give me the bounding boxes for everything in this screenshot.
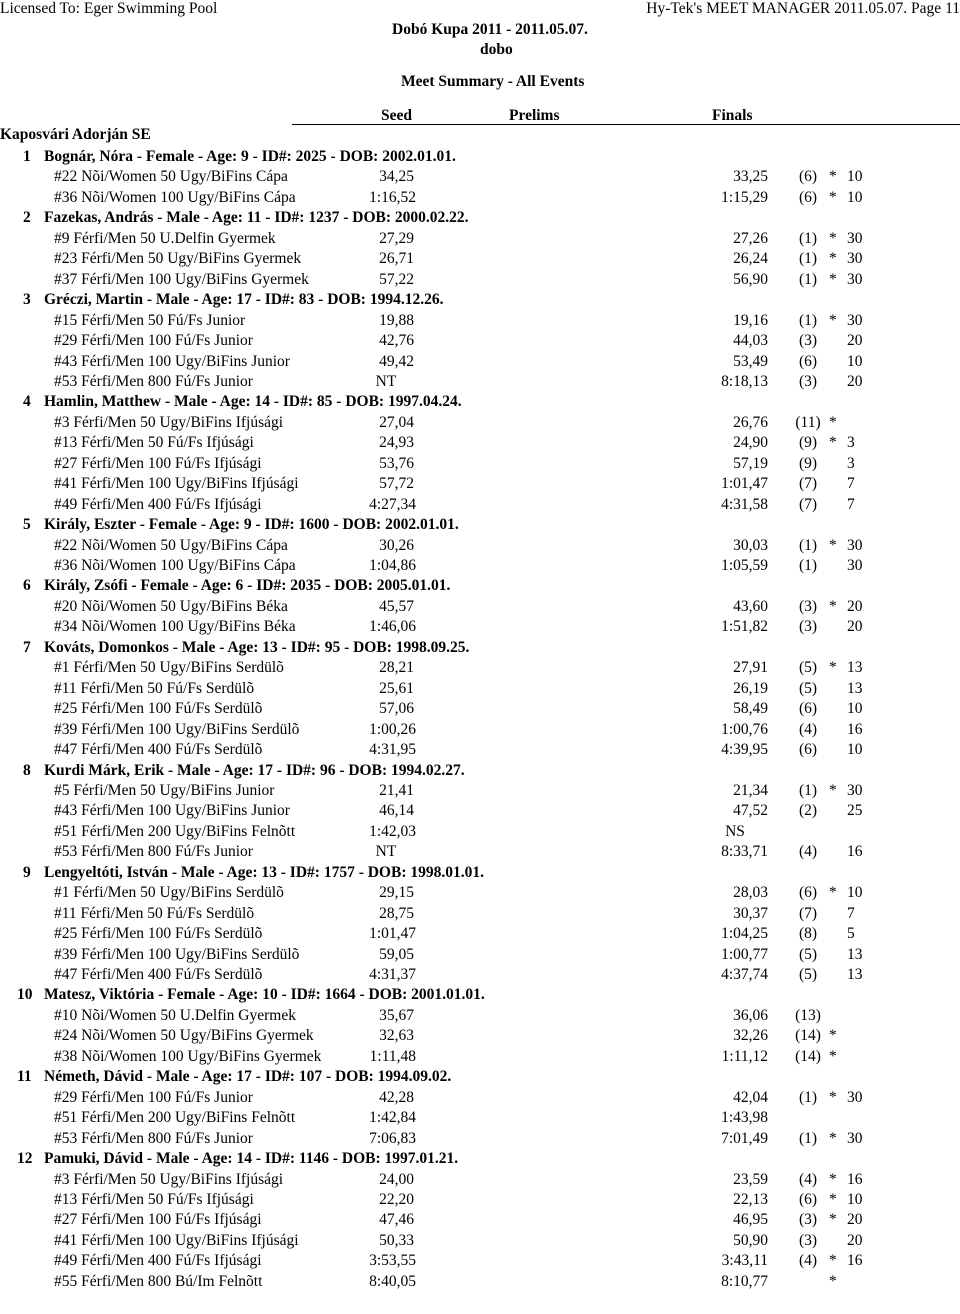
points: 30 (847, 1089, 863, 1106)
qualifier-star: * (829, 1027, 837, 1044)
final-place: (8) (798, 925, 818, 942)
seed-time: 29,15 (379, 884, 414, 901)
final-time: 58,49 (733, 700, 768, 717)
final-time: 1:00,76 (721, 721, 768, 738)
qualifier-star: * (829, 1048, 837, 1065)
final-place: (1) (798, 557, 818, 574)
final-place: (13) (795, 1007, 821, 1024)
swimmer-header (17, 1068, 451, 1086)
final-place: (6) (798, 189, 818, 206)
seed-time: 8:40,05 (369, 1273, 416, 1290)
swimmer-info: Hamlin, Matthew - Male - Age: 14 - ID#: 85 - DOB: 1997.04.24. (44, 393, 462, 410)
qualifier-star: * (829, 271, 837, 288)
swimmer-header (23, 864, 484, 882)
points: 20 (847, 1232, 863, 1249)
final-time: 43,60 (733, 598, 768, 615)
qualifier-star: * (829, 782, 837, 799)
final-time: 1:51,82 (721, 618, 768, 635)
final-place: (1) (798, 271, 818, 288)
final-time: 1:05,59 (721, 557, 768, 574)
final-time: 1:43,98 (721, 1109, 768, 1126)
points: 30 (847, 782, 863, 799)
event-name: #41 Férfi/Men 100 Ugy/BiFins Ifjúsági (54, 1232, 299, 1249)
final-place: (4) (798, 1252, 818, 1269)
final-place: (9) (798, 455, 818, 472)
final-time: 26,24 (733, 250, 768, 267)
qualifier-star: * (829, 598, 837, 615)
points: 16 (847, 1171, 863, 1188)
seed-time: 4:27,34 (369, 496, 416, 513)
final-time: 27,91 (733, 659, 768, 676)
seed-time: 57,22 (379, 271, 414, 288)
points: 7 (847, 496, 855, 513)
final-time: 46,95 (733, 1211, 768, 1228)
seed-time: 26,71 (379, 250, 414, 267)
swimmer-number: 10 (17, 986, 33, 1003)
swimmer-number: 4 (23, 393, 31, 410)
final-place: (1) (798, 782, 818, 799)
seed-time: 28,21 (379, 659, 414, 676)
points: 5 (847, 925, 855, 942)
swimmer-info: Bognár, Nóra - Female - Age: 9 - ID#: 2025 - DOB: 2002.01.01. (44, 148, 456, 165)
points: 10 (847, 700, 863, 717)
seed-time: 1:11,48 (369, 1048, 416, 1065)
qualifier-star: * (829, 1171, 837, 1188)
seed-time: 1:42,03 (369, 823, 416, 840)
points: 10 (847, 168, 863, 185)
seed-time: 57,06 (379, 700, 414, 717)
points: 13 (847, 966, 863, 983)
final-place: (14) (795, 1027, 821, 1044)
points: 20 (847, 332, 863, 349)
event-name: #47 Férfi/Men 400 Fú/Fs Serdülõ (54, 741, 263, 758)
points: 20 (847, 618, 863, 635)
final-time: 1:00,77 (721, 946, 768, 963)
seed-time: 1:00,26 (369, 721, 416, 738)
final-time: 7:01,49 (721, 1130, 768, 1147)
event-name: #13 Férfi/Men 50 Fú/Fs Ifjúsági (54, 1191, 254, 1208)
event-name: #39 Férfi/Men 100 Ugy/BiFins Serdülõ (54, 946, 300, 963)
qualifier-star: * (829, 230, 837, 247)
final-time: 27,26 (733, 230, 768, 247)
qualifier-star: * (829, 414, 837, 431)
points: 16 (847, 721, 863, 738)
seed-time: 49,42 (379, 353, 414, 370)
final-place: (5) (798, 966, 818, 983)
final-time: 50,90 (733, 1232, 768, 1249)
event-name: #29 Férfi/Men 100 Fú/Fs Junior (54, 332, 253, 349)
points: 30 (847, 312, 863, 329)
event-name: #49 Férfi/Men 400 Fú/Fs Ifjúsági (54, 496, 262, 513)
seed-time: 57,72 (379, 475, 414, 492)
final-place: (4) (798, 721, 818, 738)
final-place: (7) (798, 905, 818, 922)
event-name: #27 Férfi/Men 100 Fú/Fs Ifjúsági (54, 1211, 262, 1228)
final-place: (9) (798, 434, 818, 451)
swimmer-info: Gréczi, Martin - Male - Age: 17 - ID#: 83 - DOB: 1994.12.26. (44, 291, 444, 308)
points: 30 (847, 1130, 863, 1147)
event-name: #1 Férfi/Men 50 Ugy/BiFins Serdülõ (54, 659, 284, 676)
points: 30 (847, 230, 863, 247)
event-name: #10 Nõi/Women 50 U.Delfin Gyermek (54, 1007, 296, 1024)
swimmer-header (17, 1150, 458, 1168)
final-place: (5) (798, 659, 818, 676)
event-name: #47 Férfi/Men 400 Fú/Fs Serdülõ (54, 966, 263, 983)
report-title: Meet Summary - All Events (401, 73, 585, 90)
event-name: #5 Férfi/Men 50 Ugy/BiFins Junior (54, 782, 275, 799)
final-time: 19,16 (733, 312, 768, 329)
points: 10 (847, 884, 863, 901)
final-time: 1:01,47 (721, 475, 768, 492)
points: 13 (847, 680, 863, 697)
column-prelims: Prelims (509, 107, 560, 124)
final-place: (3) (798, 373, 818, 390)
seed-time: 4:31,37 (369, 966, 416, 983)
points: 30 (847, 250, 863, 267)
final-time: 47,52 (733, 802, 768, 819)
points: 13 (847, 659, 863, 676)
seed-time: NT (375, 373, 397, 390)
points: 20 (847, 373, 863, 390)
swimmer-info: Fazekas, András - Male - Age: 11 - ID#: 1237 - DOB: 2000.02.22. (44, 209, 469, 226)
points: 13 (847, 946, 863, 963)
event-name: #3 Férfi/Men 50 Ugy/BiFins Ifjúsági (54, 414, 284, 431)
event-name: #11 Férfi/Men 50 Fú/Fs Serdülõ (54, 680, 255, 697)
final-place: (3) (798, 1211, 818, 1228)
final-place: (1) (798, 312, 818, 329)
event-name: #41 Férfi/Men 100 Ugy/BiFins Ifjúsági (54, 475, 299, 492)
swimmer-header (23, 516, 459, 534)
final-place: (3) (798, 1232, 818, 1249)
points: 10 (847, 1191, 863, 1208)
final-place: (3) (798, 332, 818, 349)
seed-time: 34,25 (379, 168, 414, 185)
final-place: (1) (798, 537, 818, 554)
final-place: (1) (798, 250, 818, 267)
seed-time: 1:04,86 (369, 557, 416, 574)
seed-time: 27,29 (379, 230, 414, 247)
qualifier-star: * (829, 1089, 837, 1106)
swimmer-number: 7 (23, 639, 31, 656)
final-place: (6) (798, 700, 818, 717)
points: 30 (847, 537, 863, 554)
swimmer-header (23, 291, 443, 309)
event-name: #22 Nõi/Women 50 Ugy/BiFins Cápa (54, 168, 288, 185)
seed-time: 30,26 (379, 537, 414, 554)
points: 10 (847, 189, 863, 206)
final-time: 1:04,25 (721, 925, 768, 942)
final-place: (4) (798, 843, 818, 860)
final-time: 21,34 (733, 782, 768, 799)
event-name: #24 Nõi/Women 50 Ugy/BiFins Gyermek (54, 1027, 314, 1044)
qualifier-star: * (829, 434, 837, 451)
final-place: (6) (798, 884, 818, 901)
event-name: #36 Nõi/Women 100 Ugy/BiFins Cápa (54, 557, 296, 574)
final-place: (1) (798, 230, 818, 247)
event-name: #37 Férfi/Men 100 Ugy/BiFins Gyermek (54, 271, 309, 288)
event-name: #51 Férfi/Men 200 Ugy/BiFins Felnõtt (54, 1109, 296, 1126)
seed-time: 42,28 (379, 1089, 414, 1106)
final-place: (6) (798, 1191, 818, 1208)
swimmer-header (23, 393, 462, 411)
final-time: 32,26 (733, 1027, 768, 1044)
points: 3 (847, 455, 855, 472)
swimmer-number: 1 (23, 148, 31, 165)
final-time: 8:10,77 (721, 1273, 768, 1290)
swimmer-number: 3 (23, 291, 31, 308)
team-name: Kaposvári Adorján SE (0, 126, 151, 143)
qualifier-star: * (829, 1130, 837, 1147)
points: 7 (847, 475, 855, 492)
points: 25 (847, 802, 863, 819)
final-place: (11) (795, 414, 821, 431)
qualifier-star: * (829, 1273, 837, 1290)
final-place: (6) (798, 353, 818, 370)
final-time: 26,19 (733, 680, 768, 697)
swimmer-header (23, 148, 456, 166)
meet-name: Dobó Kupa 2011 - 2011.05.07. (392, 21, 588, 38)
swimmer-number: 9 (23, 864, 31, 881)
event-name: #51 Férfi/Men 200 Ugy/BiFins Felnõtt (54, 823, 296, 840)
event-name: #53 Férfi/Men 800 Fú/Fs Junior (54, 1130, 253, 1147)
seed-time: 25,61 (379, 680, 414, 697)
event-name: #11 Férfi/Men 50 Fú/Fs Serdülõ (54, 905, 255, 922)
points: 7 (847, 905, 855, 922)
event-name: #38 Nõi/Women 100 Ugy/BiFins Gyermek (54, 1048, 322, 1065)
final-place: (3) (798, 598, 818, 615)
points: 16 (847, 843, 863, 860)
final-place: (4) (798, 1171, 818, 1188)
event-name: #25 Férfi/Men 100 Fú/Fs Serdülõ (54, 700, 263, 717)
seed-time: 42,76 (379, 332, 414, 349)
final-place: (5) (798, 946, 818, 963)
seed-time: NT (375, 843, 397, 860)
swimmer-number: 12 (17, 1150, 33, 1167)
event-name: #22 Nõi/Women 50 Ugy/BiFins Cápa (54, 537, 288, 554)
event-name: #39 Férfi/Men 100 Ugy/BiFins Serdülõ (54, 721, 300, 738)
final-time: 56,90 (733, 271, 768, 288)
seed-time: 1:42,84 (369, 1109, 416, 1126)
event-name: #9 Férfi/Men 50 U.Delfin Gyermek (54, 230, 276, 247)
final-time: 4:39,95 (721, 741, 768, 758)
event-name: #43 Férfi/Men 100 Ugy/BiFins Junior (54, 353, 290, 370)
final-time: 30,03 (733, 537, 768, 554)
final-place: (3) (798, 618, 818, 635)
final-time: 33,25 (733, 168, 768, 185)
license-line: Licensed To: Eger Swimming Pool (0, 0, 218, 17)
final-place: (5) (798, 680, 818, 697)
final-place: (1) (798, 1130, 818, 1147)
points: 3 (847, 434, 855, 451)
event-name: #53 Férfi/Men 800 Fú/Fs Junior (54, 843, 253, 860)
event-name: #1 Férfi/Men 50 Ugy/BiFins Serdülõ (54, 884, 284, 901)
seed-time: 7:06,83 (369, 1130, 416, 1147)
seed-time: 27,04 (379, 414, 414, 431)
swimmer-header (23, 577, 450, 595)
final-place: (14) (795, 1048, 821, 1065)
swimmer-header (23, 209, 469, 227)
seed-time: 46,14 (379, 802, 414, 819)
seed-time: 4:31,95 (369, 741, 416, 758)
final-time: 57,19 (733, 455, 768, 472)
final-time: 30,37 (733, 905, 768, 922)
swimmer-number: 5 (23, 516, 31, 533)
qualifier-star: * (829, 537, 837, 554)
final-time: 44,03 (733, 332, 768, 349)
points: 10 (847, 741, 863, 758)
final-time: 1:15,29 (721, 189, 768, 206)
seed-time: 47,46 (379, 1211, 414, 1228)
seed-time: 59,05 (379, 946, 414, 963)
event-name: #25 Férfi/Men 100 Fú/Fs Serdülõ (54, 925, 263, 942)
swimmer-info: Király, Eszter - Female - Age: 9 - ID#: 1600 - DOB: 2002.01.01. (44, 516, 459, 533)
seed-time: 32,63 (379, 1027, 414, 1044)
final-time: 8:33,71 (721, 843, 768, 860)
points: 16 (847, 1252, 863, 1269)
final-time: 3:43,11 (721, 1252, 768, 1269)
final-time: 36,06 (733, 1007, 768, 1024)
event-name: #23 Férfi/Men 50 Ugy/BiFins Gyermek (54, 250, 302, 267)
event-name: #3 Férfi/Men 50 Ugy/BiFins Ifjúsági (54, 1171, 284, 1188)
qualifier-star: * (829, 168, 837, 185)
final-time: 4:37,74 (721, 966, 768, 983)
event-name: #15 Férfi/Men 50 Fú/Fs Junior (54, 312, 246, 329)
swimmer-header (23, 762, 465, 780)
final-place: (6) (798, 741, 818, 758)
points: 20 (847, 598, 863, 615)
swimmer-info: Matesz, Viktória - Female - Age: 10 - ID#: 1664 - DOB: 2001.01.01. (44, 986, 485, 1003)
final-place: (7) (798, 496, 818, 513)
final-place: (1) (798, 1089, 818, 1106)
seed-time: 19,88 (379, 312, 414, 329)
seed-time: 28,75 (379, 905, 414, 922)
final-time: 24,90 (733, 434, 768, 451)
final-time: 28,03 (733, 884, 768, 901)
final-time: 23,59 (733, 1171, 768, 1188)
event-name: #36 Nõi/Women 100 Ugy/BiFins Cápa (54, 189, 296, 206)
seed-time: 53,76 (379, 455, 414, 472)
swimmer-info: Pamuki, Dávid - Male - Age: 14 - ID#: 1146 - DOB: 1997.01.21. (44, 1150, 459, 1167)
swimmer-info: Németh, Dávid - Male - Age: 17 - ID#: 107 - DOB: 1994.09.02. (44, 1068, 452, 1085)
event-name: #43 Férfi/Men 100 Ugy/BiFins Junior (54, 802, 290, 819)
points: 10 (847, 353, 863, 370)
event-name: #27 Férfi/Men 100 Fú/Fs Ifjúsági (54, 455, 262, 472)
swimmer-number: 8 (23, 762, 31, 779)
qualifier-star: * (829, 1191, 837, 1208)
qualifier-star: * (829, 659, 837, 676)
seed-time: 24,93 (379, 434, 414, 451)
event-name: #13 Férfi/Men 50 Fú/Fs Ifjúsági (54, 434, 254, 451)
meet-location: dobo (480, 41, 513, 58)
final-place: (2) (798, 802, 818, 819)
software-page-line: Hy-Tek's MEET MANAGER 2011.05.07. Page 11 (646, 0, 960, 17)
seed-time: 1:01,47 (369, 925, 416, 942)
qualifier-star: * (829, 1211, 837, 1228)
final-time: 22,13 (733, 1191, 768, 1208)
qualifier-star: * (829, 1252, 837, 1269)
qualifier-star: * (829, 250, 837, 267)
final-time: 8:18,13 (721, 373, 768, 390)
points: 20 (847, 1211, 863, 1228)
seed-time: 50,33 (379, 1232, 414, 1249)
final-place: (7) (798, 475, 818, 492)
swimmer-info: Király, Zsófi - Female - Age: 6 - ID#: 2035 - DOB: 2005.01.01. (44, 577, 451, 594)
swimmer-number: 6 (23, 577, 31, 594)
swimmer-number: 2 (23, 209, 31, 226)
swimmer-info: Kováts, Domonkos - Male - Age: 13 - ID#: 95 - DOB: 1998.09.25. (44, 639, 470, 656)
event-name: #29 Férfi/Men 100 Fú/Fs Junior (54, 1089, 253, 1106)
seed-time: 3:53,55 (369, 1252, 416, 1269)
qualifier-star: * (829, 189, 837, 206)
final-time: 4:31,58 (721, 496, 768, 513)
seed-time: 45,57 (379, 598, 414, 615)
final-time: 42,04 (733, 1089, 768, 1106)
seed-time: 24,00 (379, 1171, 414, 1188)
points: 30 (847, 271, 863, 288)
column-seed: Seed (381, 107, 412, 124)
final-place: (6) (798, 168, 818, 185)
seed-time: 35,67 (379, 1007, 414, 1024)
seed-time: 21,41 (379, 782, 414, 799)
points: 30 (847, 557, 863, 574)
event-name: #55 Férfi/Men 800 Bú/Im Felnõtt (54, 1273, 263, 1290)
swimmer-info: Kurdi Márk, Erik - Male - Age: 17 - ID#: 96 - DOB: 1994.02.27. (44, 762, 465, 779)
swimmer-header (23, 639, 469, 657)
qualifier-star: * (829, 312, 837, 329)
final-time: 53,49 (733, 353, 768, 370)
seed-time: 1:16,52 (369, 189, 416, 206)
swimmer-info: Lengyeltóti, István - Male - Age: 13 - ID#: 1757 - DOB: 1998.01.01. (44, 864, 484, 881)
column-finals: Finals (712, 107, 753, 124)
event-name: #49 Férfi/Men 400 Fú/Fs Ifjúsági (54, 1252, 262, 1269)
final-time: 1:11,12 (721, 1048, 768, 1065)
seed-time: 1:46,06 (369, 618, 416, 635)
event-name: #53 Férfi/Men 800 Fú/Fs Junior (54, 373, 253, 390)
event-name: #20 Nõi/Women 50 Ugy/BiFins Béka (54, 598, 288, 615)
swimmer-number: 11 (17, 1068, 32, 1085)
final-time: 26,76 (733, 414, 768, 431)
final-time: NS (725, 823, 745, 840)
event-name: #34 Nõi/Women 100 Ugy/BiFins Béka (54, 618, 296, 635)
qualifier-star: * (829, 884, 837, 901)
seed-time: 22,20 (379, 1191, 414, 1208)
swimmer-header (17, 986, 485, 1004)
